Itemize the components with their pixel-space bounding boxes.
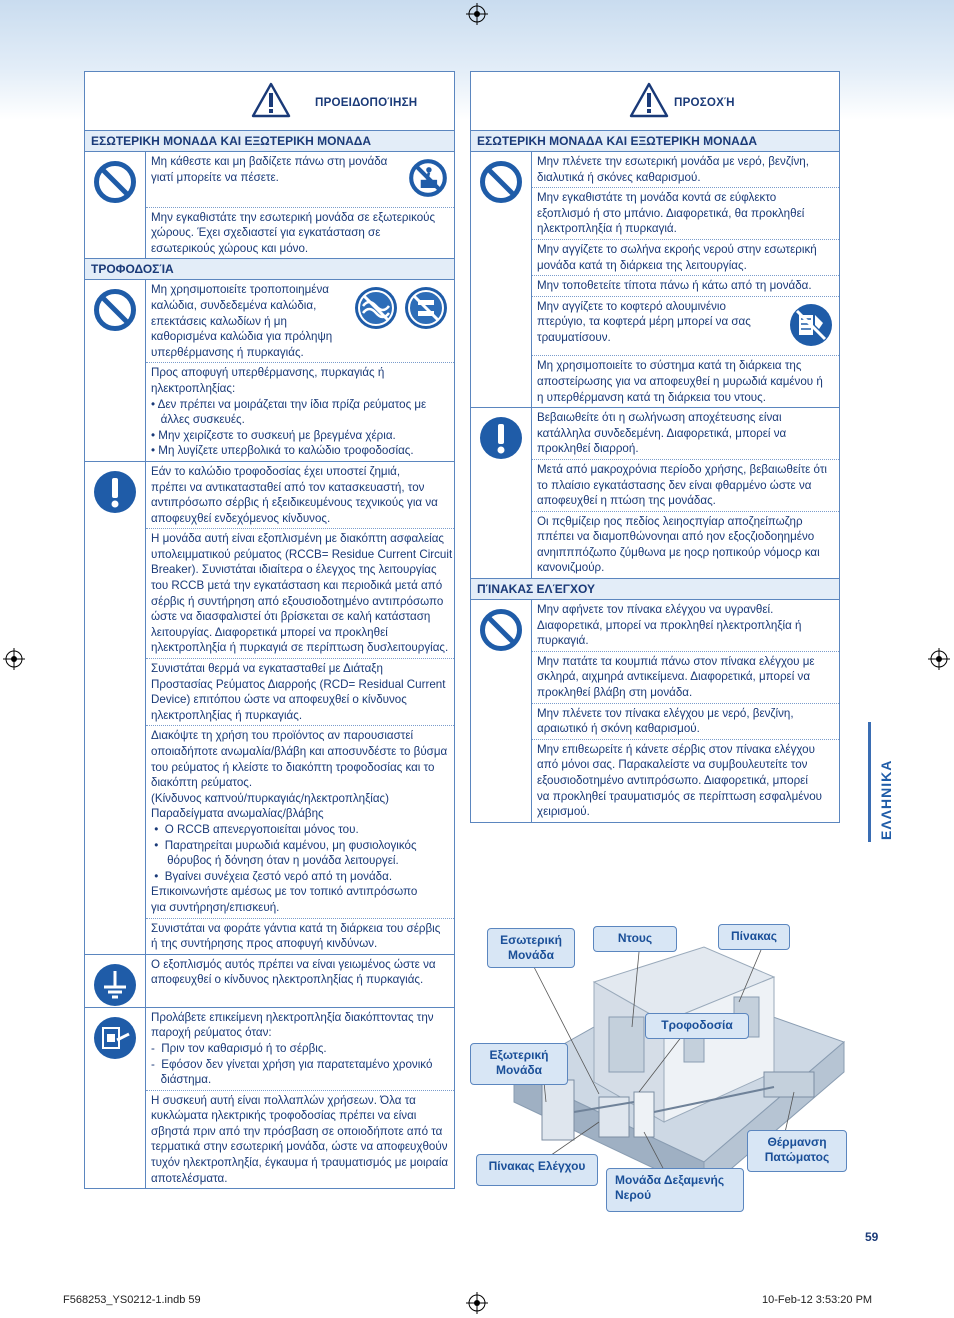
section-heading: ΕΣΩΤΕΡΙΚΗ ΜΟΝΑΔΑ ΚΑΙ ΕΞΩΤΕΡΙΚΗ ΜΟΝΑΔΑ bbox=[85, 131, 454, 152]
rule-item bbox=[146, 919, 454, 954]
rule-text-line: καλώδια, συνδεδεμένα καλώδια, bbox=[151, 298, 317, 312]
rule-text-line: επεκτάσεις καλωδίων ή μη bbox=[151, 314, 287, 328]
rule-item bbox=[146, 1008, 454, 1091]
rule-text-line: πρέπει να αντικατασταθεί από τον κατασκευαστή, τον bbox=[151, 480, 425, 494]
rule-text-line: Οι πςθμίζειρ ηος πεδίος λειηοςπγίαρ αποζηείπωζηρ bbox=[537, 514, 803, 528]
warning-triangle-icon bbox=[251, 82, 291, 118]
label-floor-heating: Θέρμανση Πατώματος bbox=[747, 1130, 847, 1172]
rule-text-line: λειτουργίας. Διαφορετικά μπορεί να προκληθεί bbox=[151, 625, 388, 639]
section-heading: ΕΣΩΤΕΡΙΚΗ ΜΟΝΑΔΑ ΚΑΙ ΕΞΩΤΕΡΙΚΗ ΜΟΝΑΔΑ bbox=[471, 131, 839, 152]
rule-text-line: εσωτερικούς χώρους και μόνο. bbox=[151, 241, 309, 255]
rule-text-line: κανονιζμούρ. bbox=[537, 561, 605, 575]
rule-text-line: Μην εγκαθιστάτε τη μονάδα κοντά σε εύφλεκτο bbox=[537, 191, 777, 205]
rule-text-line: Μετά από μακροχρόνια περίοδο χρήσης, βεβαιωθείτε ότι bbox=[537, 462, 827, 476]
caution-triangle-icon bbox=[629, 82, 669, 118]
label-outdoor-unit: Εξωτερική Μονάδα bbox=[470, 1043, 568, 1085]
rule-text-line: αραιωτικό ή σκόνη καθαρισμού. bbox=[537, 722, 700, 736]
rule-item bbox=[146, 280, 454, 363]
rule-text-line: ώστε να διασφαλιστεί ότι βρίσκεται σε καλή κατάσταση bbox=[151, 610, 431, 624]
rule-text-line: αποφευχθεί ενδεχόμενος κίνδυνος. bbox=[151, 511, 331, 525]
rule-group bbox=[85, 152, 454, 259]
rule-text-line: διαλυτικά ή σκόνες καθαρισμού. bbox=[537, 170, 701, 184]
rule-text-line: Μην αφήνετε τον πίνακα ελέγχου να υγρανθεί. bbox=[537, 603, 774, 617]
language-tab: ΕΛΛΗΝΙΚΑ bbox=[878, 759, 894, 840]
rule-text-line: ή της συντήρησης προς αποφυγή κινδύνων. bbox=[151, 937, 378, 951]
rule-item bbox=[532, 152, 839, 188]
rule-text-line: από μόνοι σας. Παρακαλείστε να συμβουλευτείτε τον bbox=[537, 758, 808, 772]
rule-text-line: • Μην χειρίζεστε το συσκευή με βρεγμένα χέρια. bbox=[151, 428, 396, 442]
rule-text-line: Μην επιθεωρείτε ή κάνετε σέρβις στον πίνακα ελέγχου bbox=[537, 742, 815, 756]
rule-group bbox=[85, 280, 454, 462]
rule-text-line: αντιπρόσωπο σέρβις ή εξειδικευμένους τεχνικούς για να bbox=[151, 496, 438, 510]
warning-header bbox=[85, 72, 454, 131]
rule-item bbox=[146, 529, 454, 659]
rule-text-line: Device) επιτόπου ώστε να αποφευχθεί ο κίνδυνος bbox=[151, 693, 407, 707]
rule-item bbox=[146, 955, 454, 990]
prohibition-icon bbox=[85, 280, 146, 461]
caution-panel bbox=[470, 71, 840, 823]
rule-text-line: αποτελέσματα. bbox=[151, 1171, 228, 1185]
rule-text-line: (Κίνδυνος καπνού/πυρκαγιάς/ηλεκτροπληξίας) bbox=[151, 791, 389, 805]
rule-text-line: του ρεύματος ή κλείστε το διακόπτη τροφοδοσίας και το bbox=[151, 760, 435, 774]
warning-panel bbox=[84, 71, 455, 1189]
rule-text-line: ηλεκτροπληξία ή πυρκαγιά σε περίπτωση δυσλειτουργίας. bbox=[151, 641, 449, 655]
rule-text-line: Μη κάθεστε και μη βαδίζετε πάνω στη μονάδα bbox=[151, 155, 388, 168]
rule-text-line: ανηιπππόζωπο ζύμθωνα με ηοςρ ηοπικούρ νόμοςρ και bbox=[537, 545, 820, 559]
caution-body bbox=[471, 131, 839, 822]
rule-text-line: τερματικά στην εσωτερική μονάδα, ώστε να αποφευχθούν bbox=[151, 1140, 448, 1154]
rule-item bbox=[532, 512, 839, 578]
caution-header bbox=[471, 72, 839, 131]
rule-text-line: αποφευχθεί η πτώση της μονάδας. bbox=[537, 494, 716, 508]
rule-text-line: προκληθεί διαρροή. bbox=[537, 442, 639, 456]
rule-item bbox=[146, 208, 454, 259]
rule-text-line: κυκλώματα ηλεκτρικής τροφοδοσίας πρέπει να είναι bbox=[151, 1109, 417, 1123]
rule-group bbox=[85, 1008, 454, 1189]
registration-mark-icon bbox=[928, 648, 950, 670]
rule-item bbox=[146, 1091, 454, 1189]
modified-cable-icon bbox=[354, 286, 398, 335]
rule-item bbox=[532, 704, 839, 740]
mandatory-icon bbox=[85, 462, 146, 954]
rule-group bbox=[471, 408, 839, 579]
rule-text-line: εξουσιοδοτημένο αντιπρόσωπο. Διαφορετικά, μπορεί bbox=[537, 774, 808, 787]
page-number: 59 bbox=[865, 1230, 879, 1244]
rule-text-line: για συντήρηση/επισκευή. bbox=[151, 900, 280, 914]
rule-text-line: Επικοινωνήστε αμέσως με τον τοπικό αντιπρόσωπο bbox=[151, 885, 418, 899]
rule-text-line: να προκληθεί τραυματισμός σε περίπτωση εσφαλμένου bbox=[537, 789, 823, 803]
rule-text-line: ηλεκτροπληξίας: bbox=[151, 381, 236, 395]
rule-item bbox=[532, 652, 839, 704]
ground-icon bbox=[85, 955, 146, 1007]
rule-text-line: • Μη λυγίζετε υπερβολικά το καλώδιο τροφοδοσίας. bbox=[151, 444, 414, 458]
rule-group bbox=[85, 955, 454, 1008]
rule-item bbox=[532, 408, 839, 460]
rule-text-line: διακόπτη ρεύματος. bbox=[151, 776, 253, 790]
registration-mark-icon bbox=[466, 3, 488, 25]
rule-text-line: • Βγαίνει συνέχεια ζεστό νερό από τη μονάδα. bbox=[151, 869, 393, 883]
rule-text-line: Συνιστάται θερμά να εγκατασταθεί με Διάταξη bbox=[151, 662, 383, 676]
label-indoor-unit: Εσωτερική Μονάδα bbox=[487, 928, 575, 968]
rule-text-line: Breaker). Συνιστάται ιδιαίτερα ο έλεγχος της λειτουργίας bbox=[151, 563, 437, 577]
unplug-icon bbox=[85, 1008, 146, 1189]
rule-text-line: αποστείρωσης για να αποφευχθεί η μυρωδιά καμένου ή bbox=[537, 374, 823, 388]
rule-item bbox=[532, 188, 839, 240]
section-heading: ΠΊΝΑΚΑΣ ΕΛΈΓΧΟΥ bbox=[471, 579, 839, 600]
rule-text-line: εξοπλισμό ή στο μπάνιο. Διαφορετικά, θα προκληθεί bbox=[537, 206, 805, 220]
rule-text-line: διάστημα. bbox=[151, 1073, 212, 1087]
rule-item bbox=[146, 363, 454, 461]
rule-item bbox=[146, 659, 454, 726]
rule-text-line: χειρισμού. bbox=[537, 805, 590, 819]
rule-item bbox=[532, 600, 839, 652]
rule-text-line: προκληθεί βλάβη στη μονάδα. bbox=[537, 686, 693, 700]
rule-text-line: υπολειμματικού ρεύματος (RCCB= Residue Current Circuit bbox=[151, 547, 453, 561]
rule-text-line: αποφευχθεί ο κίνδυνος ηλεκτροπληξίας ή πυρκαγιάς. bbox=[151, 973, 424, 987]
rule-text-line: Μην πλένετε τον πίνακα ελέγχου με νερό, βενζίνη, bbox=[537, 706, 794, 720]
rule-text-line: • Δεν πρέπει να μοιράζεται την ίδια πρίζα ρεύματος με bbox=[151, 397, 427, 411]
registration-mark-icon bbox=[3, 648, 25, 670]
rule-text-line: τυχόν ηλεκτροπληξία, έγκαυμα ή τραυματισμός με μοιραία bbox=[151, 1156, 449, 1170]
rule-text-line: πυρκαγιά. bbox=[537, 634, 589, 648]
rule-text-line: του RCCB μετά την εγκατάσταση και περιοδικά μετά από bbox=[151, 579, 443, 593]
registration-mark-icon bbox=[466, 1292, 488, 1314]
rule-text-line: παροχή ρεύματος όταν: bbox=[151, 1026, 272, 1040]
footer-file: F568253_YS0212-1.indb 59 bbox=[63, 1294, 201, 1306]
rule-text-line: θόρυβος ή δόνηση όταν η μονάδα λειτουργεί. bbox=[151, 854, 399, 868]
rule-item bbox=[532, 460, 839, 512]
section-heading: ΤΡΟΦΟΔΟΣΊΑ bbox=[85, 259, 454, 280]
rule-text-line: Η συσκευή αυτή είναι πολλαπλών χρήσεων. Όλα τα bbox=[151, 1093, 416, 1107]
rule-item bbox=[532, 276, 839, 297]
rule-text-line: Η μονάδα αυτή είναι εξοπλισμένη με διακόπτη ασφαλείας bbox=[151, 532, 445, 546]
rule-text-line: Παραδείγματα ανωμαλίας/βλάβης bbox=[151, 807, 324, 821]
label-water-tank-unit: Μονάδα Δεξαμενής Νερού bbox=[606, 1168, 744, 1212]
rule-text-line: η υπερθέρμανση κατά τη διάρκεια του ντους. bbox=[537, 390, 766, 404]
rule-text-line: κατάλληλα συνδεδεμένη. Διαφορετικά, μπορεί να bbox=[537, 426, 787, 440]
rule-text-line: Μην τοποθετείτε τίποτα πάνω ή κάτω από τη μονάδα. bbox=[537, 279, 812, 293]
rule-text-line: χώρους. Έχει σχεδιαστεί για εγκατάσταση σε bbox=[151, 226, 381, 240]
rule-text-line: - Εφόσον δεν γίνεται χρήση για παρατεταμένο χρονικό bbox=[151, 1057, 433, 1071]
rule-item bbox=[532, 356, 839, 407]
rule-text-line: πτερύγιο, τα κοφτερά μέρη μπορεί να σας bbox=[537, 315, 751, 329]
rule-text-line: μονάδα κατά τη διάρκεια της λειτουργίας. bbox=[537, 258, 747, 272]
rule-text-line: άλλες συσκευές. bbox=[151, 413, 245, 427]
warning-title: ΠΡΟΕΙΔΟΠΟΊΗΣΗ bbox=[315, 96, 418, 109]
footer-timestamp: 10-Feb-12 3:53:20 PM bbox=[762, 1294, 873, 1306]
rule-text-line: Συνιστάται να φοράτε γάντια κατά τη διάρκεια του σέρβις bbox=[151, 921, 441, 935]
rule-text-line: - Πριν τον καθαρισμό ή το σέρβις. bbox=[151, 1041, 327, 1055]
rule-text-line: Προλάβετε επικείμενη ηλεκτροπληξία διακόπτοντας την bbox=[151, 1010, 434, 1024]
prohibition-icon bbox=[471, 600, 532, 822]
mandatory-icon bbox=[471, 408, 532, 578]
rule-text-line: Προς αποφυγή υπερθέρμανσης, πυρκαγιάς ή bbox=[151, 366, 385, 380]
label-control-panel: Πίνακας Ελέγχου bbox=[476, 1154, 598, 1186]
label-panel: Πίνακας bbox=[718, 924, 790, 950]
rule-item bbox=[532, 240, 839, 276]
warning-body bbox=[85, 131, 454, 1188]
rule-text-line: Ο εξοπλισμός αυτός πρέπει να είναι γειωμένος ώστε να bbox=[151, 957, 436, 971]
rule-text-line: Μην αγγίζετε το σωλήνα εκροής νερού στην εσωτερική bbox=[537, 242, 817, 256]
rule-text-line: Μην πατάτε τα κουμπιά πάνω στον πίνακα ελέγχου με bbox=[537, 654, 815, 668]
rule-text-line: Διαφορετικά, μπορεί να προκληθεί ηλεκτροπληξία ή bbox=[537, 618, 802, 632]
rule-item bbox=[532, 297, 839, 357]
rule-group bbox=[471, 600, 839, 822]
rule-text-line: Εάν το καλώδιο τροφοδοσίας έχει υποστεί ζημιά, bbox=[151, 464, 401, 478]
label-power-supply: Τροφοδοσία bbox=[645, 1013, 749, 1039]
rule-text-line: Μην αγγίζετε το κοφτερό αλουμινένιο bbox=[537, 299, 726, 313]
rule-text-line: οποιαδήποτε ανωμαλία/βλάβη και αποσυνδέστε το βύσμα bbox=[151, 745, 448, 758]
rule-item bbox=[146, 726, 454, 918]
label-shower: Ντους bbox=[593, 926, 677, 952]
rule-text-line: ππέπει να διαμοπθώνονηαι από ηον εξοςζιοδοηημένο bbox=[537, 530, 815, 544]
rule-text-line: το πλαίσιο εγκατάστασης δεν είναι φθαρμένο ώστε να bbox=[537, 478, 812, 492]
joined-cable-icon bbox=[404, 286, 448, 335]
rule-text-line: υπερθέρμανσης ή πυρκαγιάς. bbox=[151, 345, 304, 359]
rule-text-line: ηλεκτροπληξία ή πυρκαγιά. bbox=[537, 222, 677, 236]
rule-text-line: καθορισμένα καλώδια για πρόληψη bbox=[151, 330, 333, 344]
rule-text-line: τραυματίσουν. bbox=[537, 330, 611, 344]
fall-hazard-icon bbox=[408, 158, 448, 203]
rule-text-line: Βεβαιωθείτε ότι η σωλήνωση αποχέτευσης είναι bbox=[537, 411, 782, 425]
sharp-fin-icon bbox=[789, 303, 833, 352]
rule-text-line: Μην πλένετε την εσωτερική μονάδα με νερό, βενζίνη, bbox=[537, 155, 809, 168]
rule-text-line: Μη χρησιμοποιείτε τροποποιημένα bbox=[151, 283, 329, 297]
rule-text-line: ηλεκτροπληξίας ή πυρκαγιάς. bbox=[151, 708, 303, 722]
rule-text-line: Προστασίας Ρεύματος Διαρροής (RCD= Residual Current bbox=[151, 677, 446, 691]
rule-item bbox=[146, 152, 454, 208]
rule-group bbox=[471, 152, 839, 408]
caution-title: ΠΡΟΣΟΧΉ bbox=[674, 96, 735, 109]
rule-text-line: σβηστά πριν από την πρόσβαση σε οποιοδήποτε από τα bbox=[151, 1124, 443, 1138]
rule-text-line: Μη χρησιμοποιείτε το σύστημα κατά τη διάρκεια της bbox=[537, 359, 802, 373]
rule-text-line: Μην εγκαθιστάτε την εσωτερική μονάδα σε εξωτερικούς bbox=[151, 210, 436, 224]
rule-group bbox=[85, 462, 454, 955]
rule-text-line: γιατί μπορείτε να πέσετε. bbox=[151, 170, 279, 184]
rule-text-line: σκληρά, αιχμηρά αντικείμενα. Διαφορετικά, μπορεί να bbox=[537, 670, 811, 684]
rule-text-line: σέρβις ή συντήρηση από εξουσιοδοτημένο αντιπρόσωπο bbox=[151, 594, 444, 608]
rule-item bbox=[146, 462, 454, 529]
rule-text-line: • Ο RCCB απενεργοποιείται μόνος του. bbox=[151, 822, 359, 836]
prohibition-icon bbox=[85, 152, 146, 258]
prohibition-icon bbox=[471, 152, 532, 407]
rule-text-line: Διακόψτε τη χρήση του προϊόντος αν παρουσιαστεί bbox=[151, 729, 414, 743]
rule-text-line: • Παρατηρείται μυρωδιά καμένου, μη φυσιολογικός bbox=[151, 838, 417, 852]
rule-item bbox=[532, 740, 839, 822]
